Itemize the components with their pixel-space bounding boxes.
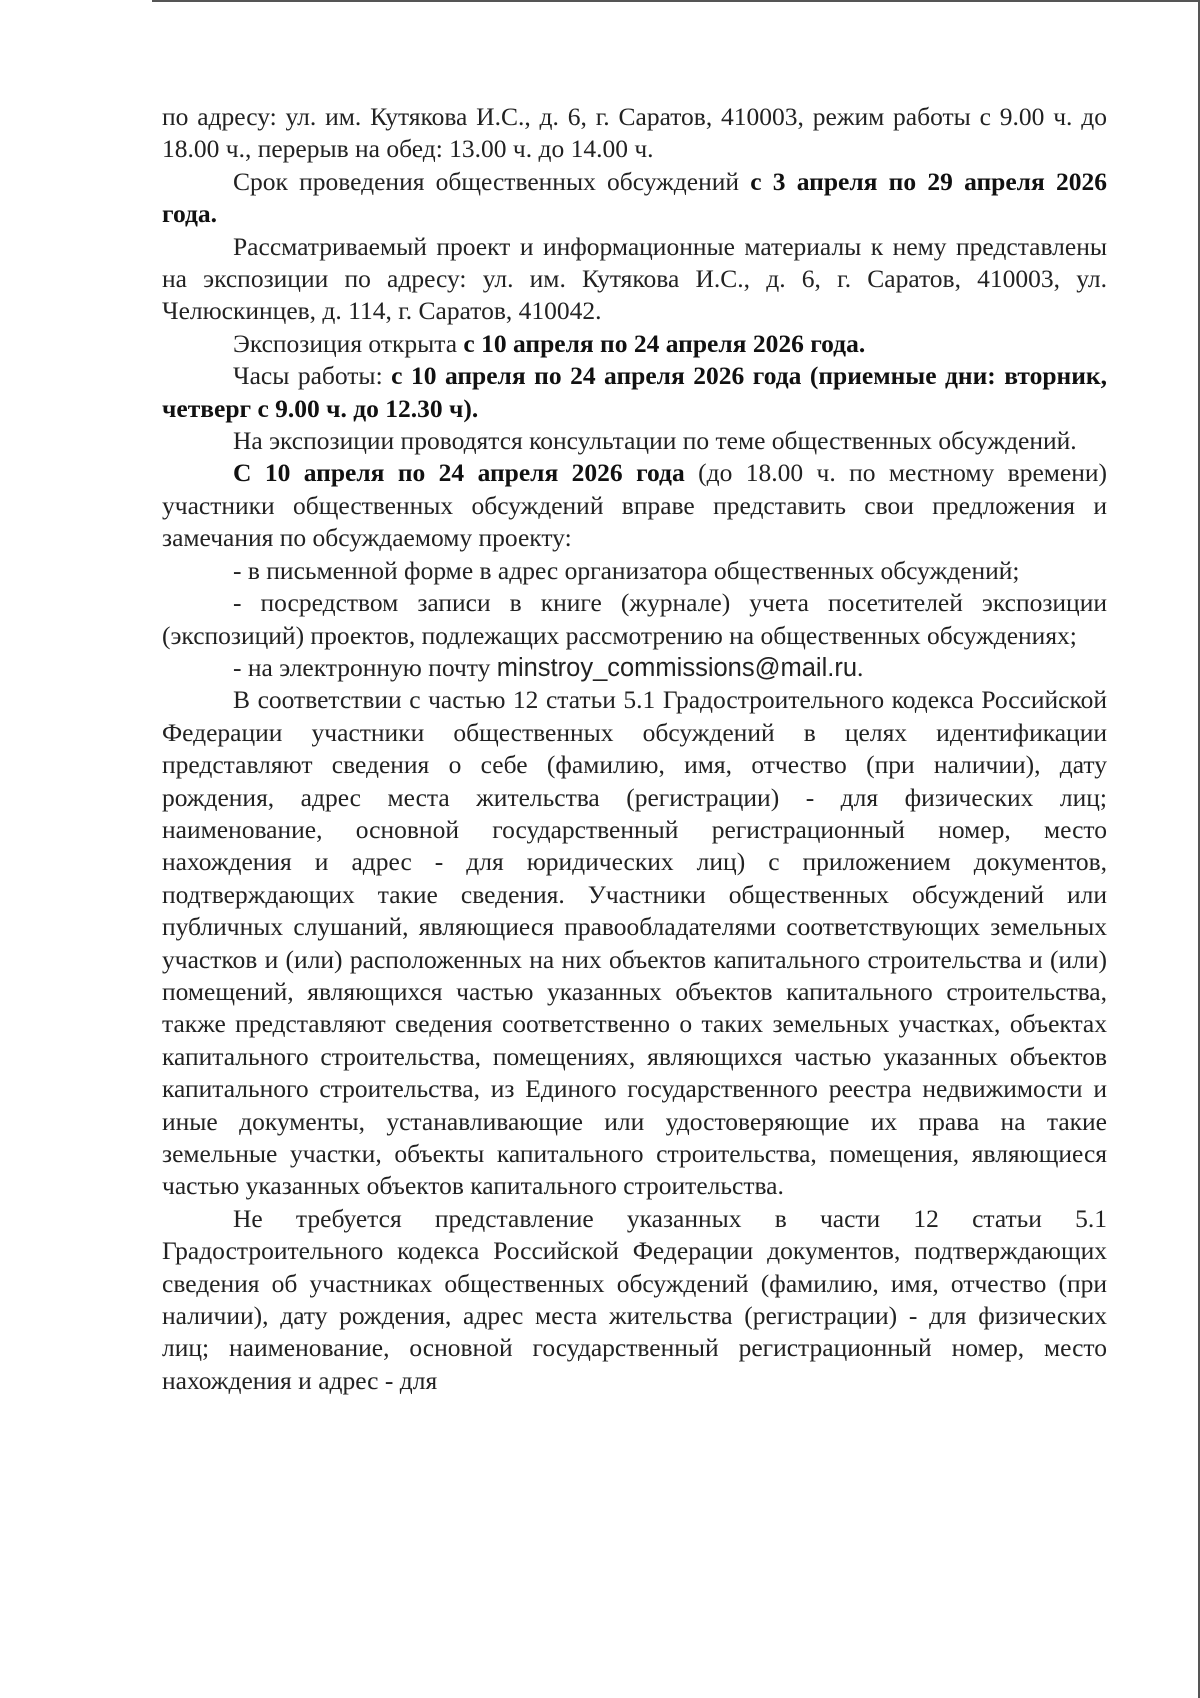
text-run: Экспозиция открыта bbox=[233, 328, 464, 358]
paragraph-identification bbox=[162, 684, 1107, 1203]
paragraph-way-email bbox=[162, 652, 1107, 684]
text-run: Не требуется представление указанных в части 12 статьи 5.1 Градостроительного кодекса Российской Федерации документов, подтверждающих сведения об участниках общественных обсуждений (фамилию, имя, отчество (при наличии), дату рождения, адрес места жительства (регистрации) - для физических лиц; наименование, основной государственный регистрационный номер, место нахождения и адрес - для bbox=[162, 1203, 1107, 1395]
paragraph-way-book bbox=[162, 587, 1107, 652]
email-address: minstroy_commissions@mail.ru bbox=[496, 653, 858, 682]
page-edge-top bbox=[152, 0, 1200, 2]
paragraph-way-written bbox=[162, 555, 1107, 587]
text-run: по адресу: ул. им. Кутякова И.С., д. 6, г. Саратов, 410003, режим работы с 9.00 ч. до 18.00 ч., перерыв на обед: 13.00 ч. до 14.00 ч. bbox=[162, 102, 1107, 164]
paragraph-hours bbox=[162, 360, 1107, 425]
text-run: Срок проведения общественных обсуждений bbox=[233, 166, 751, 196]
document-body bbox=[162, 101, 1107, 1397]
text-run: - на электронную почту bbox=[233, 652, 497, 682]
text-run: На экспозиции проводятся консультации по теме общественных обсуждений. bbox=[233, 426, 1077, 456]
text-run: (до 18.00 ч. по местному времени) участники общественных обсуждений вправе представить свои предложения и замечания по обсуждаемому проекту: bbox=[162, 458, 1107, 553]
text-run: В соответствии с частью 12 статьи 5.1 Градостроительного кодекса Российской Федерации участники общественных обсуждений в целях идентификации представляют сведения о себе (фамилию, имя, отчество (при наличии), дату рождения, адрес места жительства (регистрации) - для физических лиц; наименование, основной государственный регистрационный номер, место нахождения и адрес - для юридических лиц) с приложением документов, подтверждающих такие сведения. Участники общественных обсуждений или публичных слушаний, являющиеся правообладателями соответствующих земельных участков и (или) расположенных на них объектов капитального строительства и (или) помещений, являющихся частью указанных объектов капитального строительства, также представляют сведения соответственно о таких земельных участках, объектах капитального строительства, помещениях, являющихся частью указанных объектов капитального строительства, из Единого государственного реестра недвижимости и иные документы, устанавливающие или удостоверяющие их права на такие земельные участки, объекты капитального строительства, помещения, являющиеся частью указанных объектов капитального строительства. bbox=[162, 685, 1107, 1201]
paragraph-consult bbox=[162, 425, 1107, 457]
bold-text: с 10 апреля по 24 апреля 2026 года (приемные дни: вторник, четверг с 9.00 ч. до 12.30 ч). bbox=[162, 361, 1107, 423]
paragraph-expo-open bbox=[162, 328, 1107, 360]
bold-text: с 3 апреля по 29 апреля 2026 года. bbox=[162, 166, 1107, 229]
bold-text: с 10 апреля по 24 апреля 2026 года. bbox=[463, 328, 866, 358]
paragraph-proposals bbox=[162, 457, 1107, 554]
paragraph-term bbox=[162, 166, 1107, 231]
paragraph-address bbox=[162, 101, 1107, 166]
text-run: . bbox=[857, 652, 864, 682]
text-run: Часы работы: bbox=[233, 361, 392, 391]
bold-text: С 10 апреля по 24 апреля 2026 года bbox=[233, 458, 685, 488]
paragraph-materials bbox=[162, 231, 1107, 328]
paragraph-not-required bbox=[162, 1203, 1107, 1397]
text-run: - посредством записи в книге (журнале) учета посетителей экспозиции (экспозиций) проектов, подлежащих рассмотрению на общественных обсуждениях; bbox=[162, 588, 1107, 650]
text-run: - в письменной форме в адрес организатора общественных обсуждений; bbox=[233, 555, 1020, 585]
text-run: Рассматриваемый проект и информационные материалы к нему представлены на экспозиции по адресу: ул. им. Кутякова И.С., д. 6, г. Саратов, 410003, ул. Челюскинцев, д. 114, г. Саратов, 410042. bbox=[162, 231, 1107, 326]
